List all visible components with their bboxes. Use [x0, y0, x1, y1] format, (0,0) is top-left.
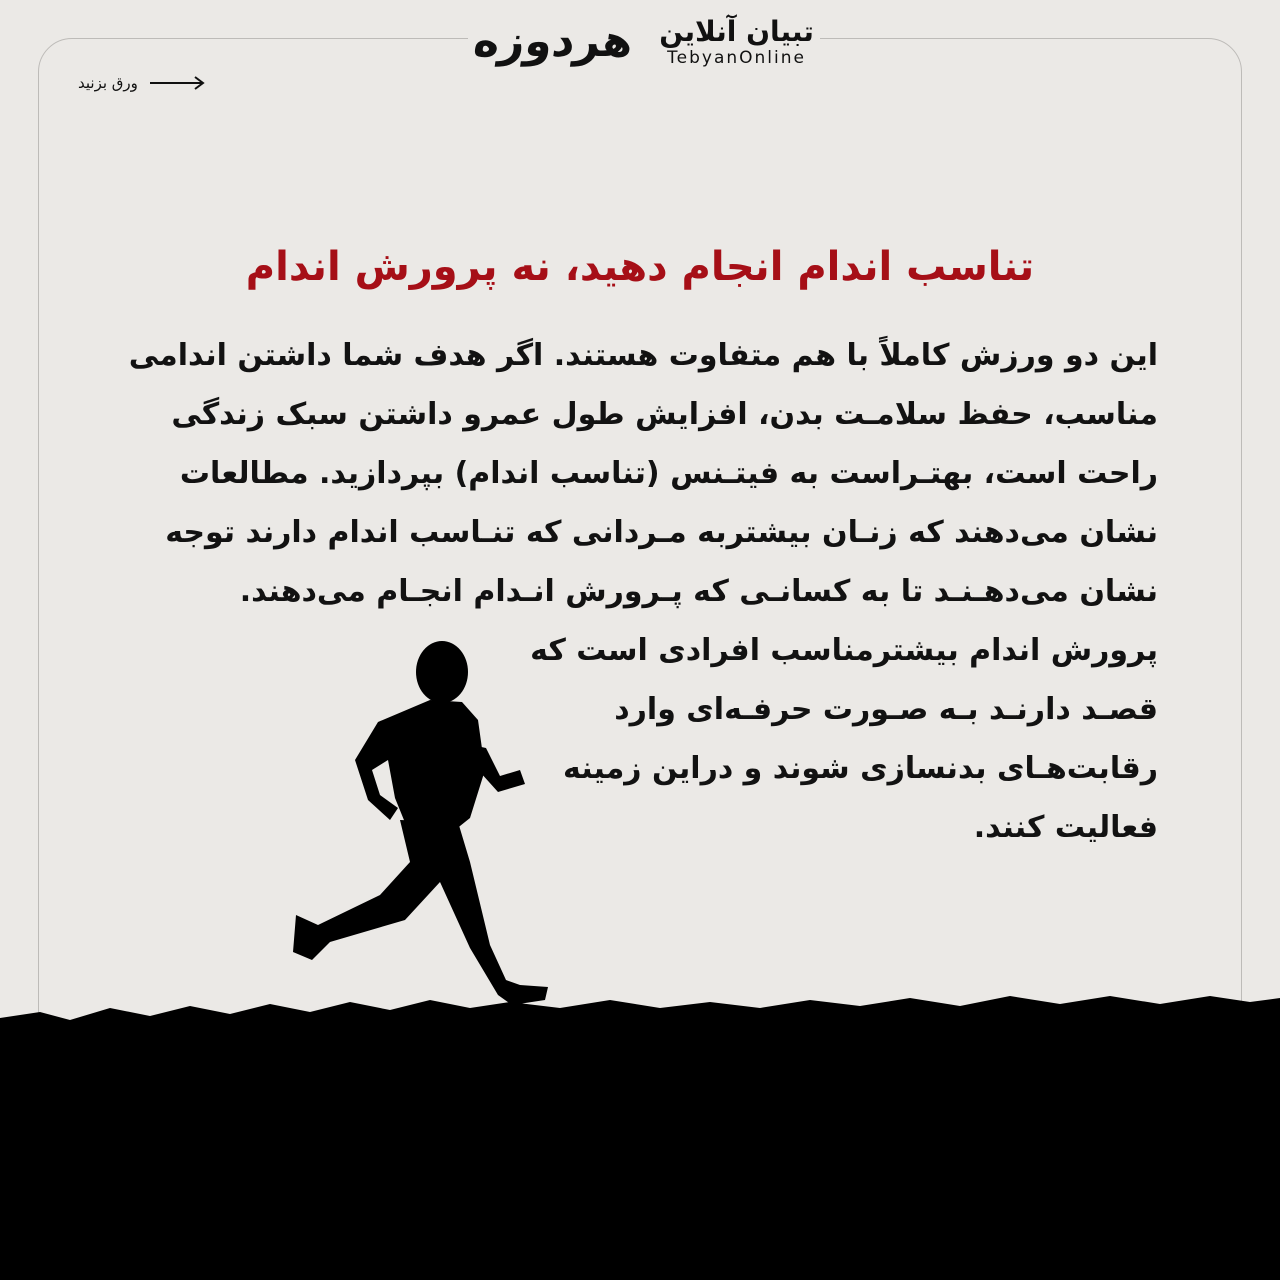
body-line: مناسب، حفظ سلامـت بدن، افزایش طول عمرو داشتن سبک زندگی — [171, 397, 1158, 432]
tebyan-logo-en: TebyanOnline — [667, 47, 806, 68]
article-title: تناسب اندام انجام دهید، نه پرورش اندام — [245, 244, 1035, 290]
body-line: پرورش اندام بیشترمناسب افرادی است که — [530, 633, 1158, 668]
body-line: راحت است، بهتـراست به فیتـنس (تناسب اندام) بپردازید. مطالعات — [179, 456, 1158, 491]
body-line: نشان می‌دهند که زنـان بیشتربه مـردانی که تنـاسب اندام دارند توجه — [165, 515, 1158, 550]
swipe-label: ورق بزنید — [78, 74, 138, 92]
body-line: فعالیت کنند. — [973, 810, 1158, 845]
body-line: این دو ورزش کاملاً با هم متفاوت هستند. اگر هدف شما داشتن اندامی — [128, 338, 1158, 373]
body-line: قصـد دارنـد بـه صـورت حرفـه‌ای وارد — [614, 692, 1158, 727]
body-line: رقابت‌هـای بدنسازی شوند و دراین زمینه — [563, 751, 1158, 786]
hardoze-logo: هردوزه — [470, 16, 637, 67]
tebyan-logo-fa: تبیان آنلاین — [659, 14, 814, 48]
body-line: نشان می‌دهـنـد تا به کسانـی که پـرورش انـدام انجـام می‌دهند. — [239, 574, 1158, 609]
